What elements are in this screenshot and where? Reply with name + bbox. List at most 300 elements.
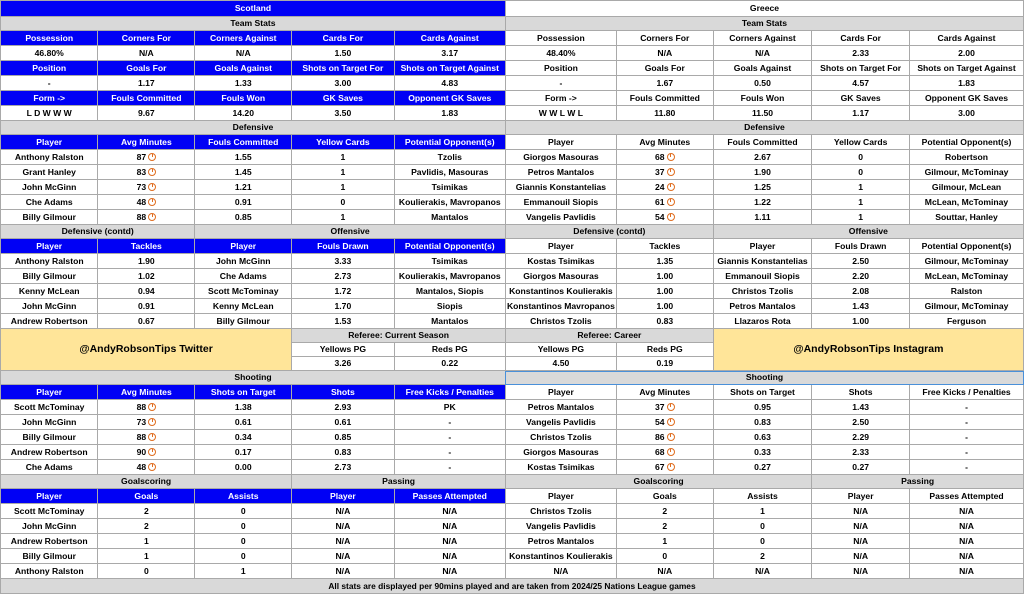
stat-header[interactable]: [812, 31, 910, 46]
stat-value[interactable]: [713, 106, 812, 121]
table-cell[interactable]: [292, 415, 394, 430]
table-cell[interactable]: [616, 210, 713, 225]
table-cell[interactable]: [98, 519, 195, 534]
table-cell[interactable]: [1, 400, 98, 415]
table-cell[interactable]: [505, 549, 616, 564]
table-cell[interactable]: [195, 430, 292, 445]
table-cell[interactable]: [910, 430, 1024, 445]
left-shooting-title[interactable]: [1, 371, 506, 385]
table-cell[interactable]: [713, 519, 812, 534]
table-cell[interactable]: [713, 254, 812, 269]
column-header[interactable]: [98, 489, 195, 504]
table-cell[interactable]: [812, 415, 910, 430]
stat-header[interactable]: [812, 91, 910, 106]
table-cell[interactable]: [98, 165, 195, 180]
column-header[interactable]: [1, 239, 98, 254]
table-cell[interactable]: [616, 460, 713, 475]
table-cell[interactable]: [195, 195, 292, 210]
table-cell[interactable]: [505, 165, 616, 180]
table-cell[interactable]: [910, 400, 1024, 415]
table-cell[interactable]: [195, 564, 292, 579]
column-header[interactable]: [98, 135, 195, 150]
table-cell[interactable]: [616, 415, 713, 430]
table-cell[interactable]: [98, 415, 195, 430]
table-cell[interactable]: [505, 445, 616, 460]
column-header[interactable]: [394, 135, 505, 150]
table-cell[interactable]: [812, 445, 910, 460]
table-cell[interactable]: [616, 150, 713, 165]
table-cell[interactable]: [505, 254, 616, 269]
stat-header[interactable]: [1, 61, 98, 76]
column-header[interactable]: [292, 385, 394, 400]
stat-value[interactable]: [195, 46, 292, 61]
table-cell[interactable]: [195, 150, 292, 165]
column-header[interactable]: [910, 385, 1024, 400]
stat-value[interactable]: [98, 46, 195, 61]
table-cell[interactable]: [98, 150, 195, 165]
table-cell[interactable]: [505, 284, 616, 299]
table-cell[interactable]: [1, 150, 98, 165]
left-goalscoring-title[interactable]: [1, 475, 292, 489]
table-cell[interactable]: [98, 269, 195, 284]
table-cell[interactable]: [812, 210, 910, 225]
table-cell[interactable]: [195, 254, 292, 269]
left-defensive-contd-title[interactable]: [1, 225, 195, 239]
stat-value[interactable]: [812, 46, 910, 61]
column-header[interactable]: [616, 489, 713, 504]
stat-header[interactable]: [713, 61, 812, 76]
stat-header[interactable]: [1, 91, 98, 106]
table-cell[interactable]: [713, 430, 812, 445]
table-cell[interactable]: [1, 195, 98, 210]
column-header[interactable]: [394, 385, 505, 400]
stat-value[interactable]: [1, 106, 98, 121]
table-cell[interactable]: [98, 504, 195, 519]
stat-header[interactable]: [195, 31, 292, 46]
table-cell[interactable]: [910, 284, 1024, 299]
stat-value[interactable]: [98, 106, 195, 121]
table-cell[interactable]: [616, 564, 713, 579]
table-cell[interactable]: [812, 195, 910, 210]
stat-value[interactable]: [98, 76, 195, 91]
stat-value[interactable]: [812, 76, 910, 91]
table-cell[interactable]: [1, 299, 98, 314]
referee-value[interactable]: [616, 357, 713, 371]
table-cell[interactable]: [195, 210, 292, 225]
table-cell[interactable]: [505, 504, 616, 519]
table-cell[interactable]: [98, 180, 195, 195]
table-cell[interactable]: [713, 564, 812, 579]
table-cell[interactable]: [292, 254, 394, 269]
column-header[interactable]: [505, 385, 616, 400]
instagram-promo[interactable]: [713, 329, 1023, 371]
table-cell[interactable]: [292, 519, 394, 534]
table-cell[interactable]: [292, 314, 394, 329]
table-cell[interactable]: [505, 195, 616, 210]
table-cell[interactable]: [713, 504, 812, 519]
table-cell[interactable]: [98, 254, 195, 269]
stat-value[interactable]: [394, 106, 505, 121]
right-team-stats-title[interactable]: [505, 17, 1023, 31]
stat-header[interactable]: [394, 91, 505, 106]
stat-value[interactable]: [1, 46, 98, 61]
stat-value[interactable]: [713, 46, 812, 61]
table-cell[interactable]: [616, 180, 713, 195]
table-cell[interactable]: [616, 269, 713, 284]
table-cell[interactable]: [1, 165, 98, 180]
table-cell[interactable]: [292, 269, 394, 284]
table-cell[interactable]: [616, 314, 713, 329]
column-header[interactable]: [195, 135, 292, 150]
table-cell[interactable]: [812, 534, 910, 549]
table-cell[interactable]: [812, 564, 910, 579]
stat-header[interactable]: [616, 61, 713, 76]
table-cell[interactable]: [394, 165, 505, 180]
table-cell[interactable]: [910, 504, 1024, 519]
stat-header[interactable]: [1, 31, 98, 46]
table-cell[interactable]: [616, 519, 713, 534]
table-cell[interactable]: [394, 445, 505, 460]
table-cell[interactable]: [616, 534, 713, 549]
table-cell[interactable]: [812, 400, 910, 415]
table-cell[interactable]: [812, 254, 910, 269]
right-defensive-title[interactable]: [505, 121, 1023, 135]
table-cell[interactable]: [713, 195, 812, 210]
left-team-stats-title[interactable]: [1, 17, 506, 31]
table-cell[interactable]: [195, 534, 292, 549]
left-passing-title[interactable]: [292, 475, 506, 489]
table-cell[interactable]: [505, 534, 616, 549]
table-cell[interactable]: [505, 210, 616, 225]
column-header[interactable]: [394, 343, 505, 357]
table-cell[interactable]: [910, 180, 1024, 195]
table-cell[interactable]: [910, 269, 1024, 284]
stat-value[interactable]: [394, 46, 505, 61]
stat-header[interactable]: [394, 61, 505, 76]
table-cell[interactable]: [910, 415, 1024, 430]
table-cell[interactable]: [292, 534, 394, 549]
right-shooting-title[interactable]: [505, 371, 1023, 385]
referee-current-title[interactable]: [292, 329, 506, 343]
left-team-title[interactable]: [1, 1, 506, 17]
column-header[interactable]: [195, 489, 292, 504]
column-header[interactable]: [910, 239, 1024, 254]
referee-value[interactable]: [292, 357, 394, 371]
column-header[interactable]: [616, 239, 713, 254]
referee-career-title[interactable]: [505, 329, 713, 343]
table-cell[interactable]: [195, 549, 292, 564]
table-cell[interactable]: [910, 165, 1024, 180]
stat-value[interactable]: [505, 46, 616, 61]
stat-value[interactable]: [505, 76, 616, 91]
table-cell[interactable]: [713, 165, 812, 180]
stat-header[interactable]: [195, 91, 292, 106]
table-cell[interactable]: [812, 430, 910, 445]
column-header[interactable]: [505, 135, 616, 150]
table-cell[interactable]: [713, 284, 812, 299]
table-cell[interactable]: [1, 415, 98, 430]
table-cell[interactable]: [292, 445, 394, 460]
table-cell[interactable]: [616, 284, 713, 299]
table-cell[interactable]: [713, 150, 812, 165]
table-cell[interactable]: [394, 284, 505, 299]
stat-value[interactable]: [292, 106, 394, 121]
table-cell[interactable]: [98, 564, 195, 579]
column-header[interactable]: [505, 239, 616, 254]
referee-value[interactable]: [505, 357, 616, 371]
table-cell[interactable]: [1, 564, 98, 579]
table-cell[interactable]: [812, 165, 910, 180]
table-cell[interactable]: [195, 460, 292, 475]
table-cell[interactable]: [292, 504, 394, 519]
table-cell[interactable]: [195, 269, 292, 284]
table-cell[interactable]: [910, 195, 1024, 210]
table-cell[interactable]: [713, 445, 812, 460]
table-cell[interactable]: [616, 299, 713, 314]
column-header[interactable]: [713, 489, 812, 504]
table-cell[interactable]: [505, 564, 616, 579]
table-cell[interactable]: [910, 534, 1024, 549]
table-cell[interactable]: [812, 504, 910, 519]
column-header[interactable]: [812, 489, 910, 504]
table-cell[interactable]: [1, 180, 98, 195]
table-cell[interactable]: [195, 314, 292, 329]
table-cell[interactable]: [394, 180, 505, 195]
table-cell[interactable]: [713, 299, 812, 314]
table-cell[interactable]: [394, 504, 505, 519]
stat-header[interactable]: [292, 61, 394, 76]
column-header[interactable]: [292, 343, 394, 357]
table-cell[interactable]: [394, 549, 505, 564]
table-cell[interactable]: [1, 519, 98, 534]
column-header[interactable]: [616, 135, 713, 150]
footer-note[interactable]: [1, 579, 1024, 594]
table-cell[interactable]: [713, 210, 812, 225]
table-cell[interactable]: [195, 284, 292, 299]
table-cell[interactable]: [616, 549, 713, 564]
column-header[interactable]: [713, 385, 812, 400]
table-cell[interactable]: [292, 195, 394, 210]
stat-header[interactable]: [394, 31, 505, 46]
table-cell[interactable]: [505, 400, 616, 415]
left-defensive-title[interactable]: [1, 121, 506, 135]
stat-header[interactable]: [98, 91, 195, 106]
table-cell[interactable]: [505, 180, 616, 195]
table-cell[interactable]: [910, 445, 1024, 460]
table-cell[interactable]: [1, 504, 98, 519]
table-cell[interactable]: [292, 284, 394, 299]
table-cell[interactable]: [713, 314, 812, 329]
table-cell[interactable]: [1, 430, 98, 445]
table-cell[interactable]: [195, 415, 292, 430]
table-cell[interactable]: [292, 549, 394, 564]
table-cell[interactable]: [394, 254, 505, 269]
table-cell[interactable]: [616, 165, 713, 180]
table-cell[interactable]: [394, 150, 505, 165]
table-cell[interactable]: [505, 150, 616, 165]
table-cell[interactable]: [713, 269, 812, 284]
table-cell[interactable]: [505, 430, 616, 445]
column-header[interactable]: [910, 489, 1024, 504]
column-header[interactable]: [1, 135, 98, 150]
right-passing-title[interactable]: [812, 475, 1024, 489]
column-header[interactable]: [98, 239, 195, 254]
table-cell[interactable]: [812, 549, 910, 564]
table-cell[interactable]: [713, 400, 812, 415]
table-cell[interactable]: [616, 430, 713, 445]
table-cell[interactable]: [292, 165, 394, 180]
stat-value[interactable]: [616, 76, 713, 91]
table-cell[interactable]: [1, 549, 98, 564]
column-header[interactable]: [195, 239, 292, 254]
column-header[interactable]: [394, 489, 505, 504]
table-cell[interactable]: [195, 400, 292, 415]
table-cell[interactable]: [292, 150, 394, 165]
column-header[interactable]: [812, 239, 910, 254]
table-cell[interactable]: [910, 314, 1024, 329]
table-cell[interactable]: [505, 314, 616, 329]
stat-value[interactable]: [910, 106, 1024, 121]
stat-header[interactable]: [616, 91, 713, 106]
referee-value[interactable]: [394, 357, 505, 371]
table-cell[interactable]: [616, 445, 713, 460]
column-header[interactable]: [1, 385, 98, 400]
table-cell[interactable]: [1, 534, 98, 549]
column-header[interactable]: [812, 135, 910, 150]
table-cell[interactable]: [910, 150, 1024, 165]
table-cell[interactable]: [713, 415, 812, 430]
stat-header[interactable]: [910, 91, 1024, 106]
table-cell[interactable]: [1, 284, 98, 299]
stat-value[interactable]: [292, 46, 394, 61]
table-cell[interactable]: [1, 314, 98, 329]
column-header[interactable]: [292, 135, 394, 150]
table-cell[interactable]: [394, 299, 505, 314]
table-cell[interactable]: [394, 460, 505, 475]
stat-header[interactable]: [98, 31, 195, 46]
stat-header[interactable]: [292, 31, 394, 46]
table-cell[interactable]: [812, 150, 910, 165]
table-cell[interactable]: [394, 519, 505, 534]
table-cell[interactable]: [195, 504, 292, 519]
column-header[interactable]: [292, 239, 394, 254]
table-cell[interactable]: [812, 314, 910, 329]
table-cell[interactable]: [812, 284, 910, 299]
twitter-promo[interactable]: [1, 329, 292, 371]
table-cell[interactable]: [394, 195, 505, 210]
right-goalscoring-title[interactable]: [505, 475, 811, 489]
right-defensive-contd-title[interactable]: [505, 225, 713, 239]
table-cell[interactable]: [195, 445, 292, 460]
table-cell[interactable]: [98, 534, 195, 549]
stat-header[interactable]: [616, 31, 713, 46]
table-cell[interactable]: [910, 519, 1024, 534]
table-cell[interactable]: [394, 415, 505, 430]
table-cell[interactable]: [98, 284, 195, 299]
stat-header[interactable]: [713, 31, 812, 46]
table-cell[interactable]: [910, 210, 1024, 225]
column-header[interactable]: [910, 135, 1024, 150]
right-offensive-title[interactable]: [713, 225, 1023, 239]
stat-value[interactable]: [195, 106, 292, 121]
stat-value[interactable]: [812, 106, 910, 121]
stat-value[interactable]: [616, 46, 713, 61]
table-cell[interactable]: [812, 269, 910, 284]
table-cell[interactable]: [910, 549, 1024, 564]
stat-header[interactable]: [713, 91, 812, 106]
table-cell[interactable]: [98, 195, 195, 210]
table-cell[interactable]: [195, 299, 292, 314]
table-cell[interactable]: [910, 299, 1024, 314]
table-cell[interactable]: [616, 400, 713, 415]
stat-header[interactable]: [292, 91, 394, 106]
stat-value[interactable]: [910, 76, 1024, 91]
table-cell[interactable]: [1, 460, 98, 475]
table-cell[interactable]: [616, 504, 713, 519]
table-cell[interactable]: [98, 299, 195, 314]
table-cell[interactable]: [1, 269, 98, 284]
table-cell[interactable]: [616, 195, 713, 210]
table-cell[interactable]: [505, 519, 616, 534]
table-cell[interactable]: [292, 400, 394, 415]
stat-value[interactable]: [195, 76, 292, 91]
column-header[interactable]: [505, 343, 616, 357]
table-cell[interactable]: [713, 534, 812, 549]
column-header[interactable]: [1, 489, 98, 504]
stat-header[interactable]: [910, 31, 1024, 46]
column-header[interactable]: [713, 239, 812, 254]
table-cell[interactable]: [1, 445, 98, 460]
table-cell[interactable]: [292, 180, 394, 195]
stat-header[interactable]: [195, 61, 292, 76]
column-header[interactable]: [394, 239, 505, 254]
table-cell[interactable]: [98, 210, 195, 225]
table-cell[interactable]: [394, 314, 505, 329]
table-cell[interactable]: [292, 430, 394, 445]
right-team-title[interactable]: [505, 1, 1023, 17]
table-cell[interactable]: [98, 314, 195, 329]
stat-value[interactable]: [394, 76, 505, 91]
column-header[interactable]: [292, 489, 394, 504]
table-cell[interactable]: [98, 460, 195, 475]
table-cell[interactable]: [98, 430, 195, 445]
stat-header[interactable]: [505, 61, 616, 76]
table-cell[interactable]: [616, 254, 713, 269]
table-cell[interactable]: [394, 534, 505, 549]
stat-header[interactable]: [98, 61, 195, 76]
table-cell[interactable]: [195, 180, 292, 195]
table-cell[interactable]: [195, 165, 292, 180]
table-cell[interactable]: [910, 460, 1024, 475]
table-cell[interactable]: [98, 445, 195, 460]
table-cell[interactable]: [394, 564, 505, 579]
stat-value[interactable]: [910, 46, 1024, 61]
stat-header[interactable]: [505, 31, 616, 46]
table-cell[interactable]: [910, 254, 1024, 269]
column-header[interactable]: [713, 135, 812, 150]
table-cell[interactable]: [292, 210, 394, 225]
stat-header[interactable]: [812, 61, 910, 76]
left-offensive-title[interactable]: [195, 225, 506, 239]
stat-value[interactable]: [616, 106, 713, 121]
table-cell[interactable]: [292, 299, 394, 314]
table-cell[interactable]: [98, 400, 195, 415]
stat-header[interactable]: [910, 61, 1024, 76]
column-header[interactable]: [195, 385, 292, 400]
table-cell[interactable]: [812, 519, 910, 534]
stat-header[interactable]: [505, 91, 616, 106]
column-header[interactable]: [616, 343, 713, 357]
